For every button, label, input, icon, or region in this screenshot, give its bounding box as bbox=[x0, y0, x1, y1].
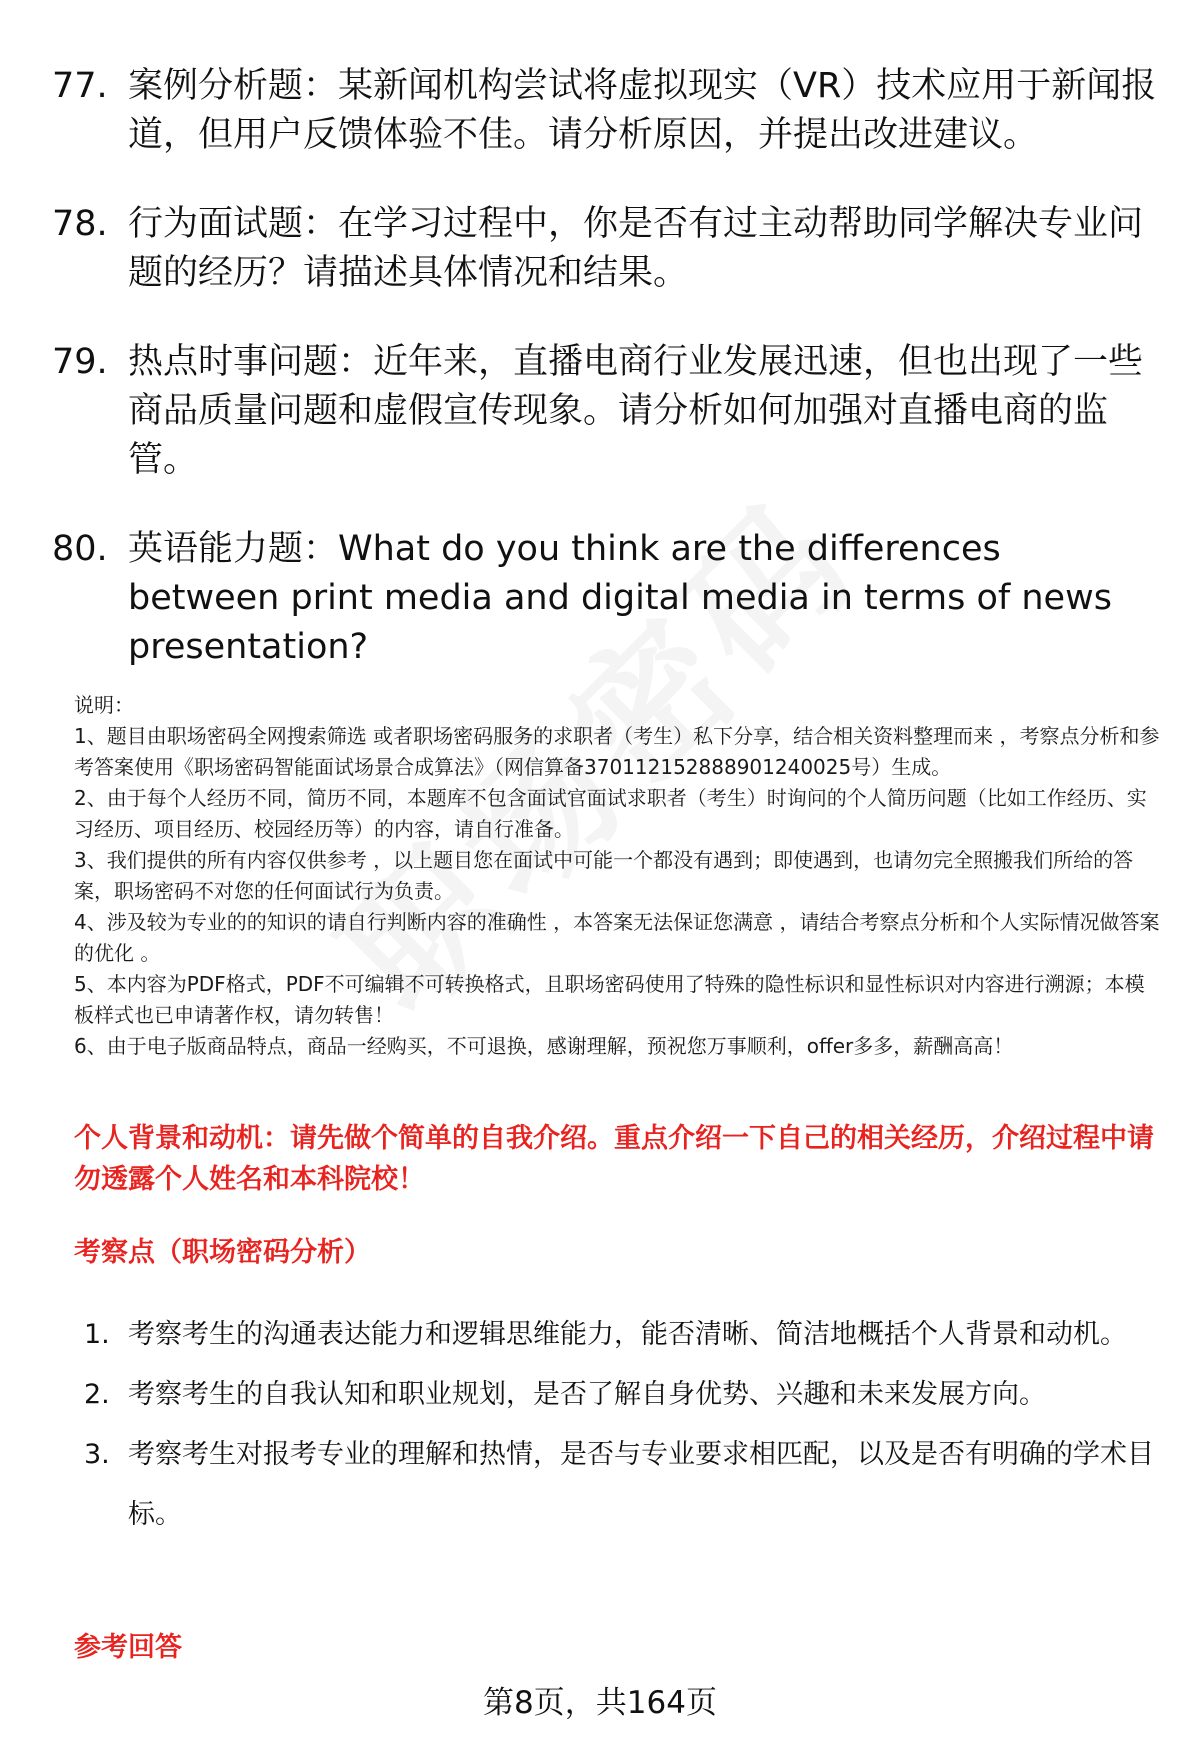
question-number: 80. bbox=[52, 529, 108, 569]
question-list bbox=[52, 62, 1162, 712]
note-item: 1、题目由职场密码全网搜索筛选 或者职场密码服务的求职者（考生）私下分享，结合相关资料整理而来 ，考察点分析和参考答案使用《职场密码智能面试场景合成算法》（网信算备370112152888901240025号）生成。 bbox=[74, 724, 1160, 779]
question-text: 案例分析题：某新闻机构尝试将虚拟现实（VR）技术应用于新闻报道，但用户反馈体验不佳。请分析原因，并提出改进建议。 bbox=[128, 66, 1157, 155]
note-item: 6、由于电子版商品特点，商品一经购买，不可退换，感谢理解，预祝您万事顺利，offer多多，薪酬高高！ bbox=[74, 1034, 1014, 1058]
question-number: 77. bbox=[52, 66, 108, 106]
list-item bbox=[84, 1425, 1154, 1545]
question-item bbox=[52, 200, 1162, 298]
question-item bbox=[52, 338, 1162, 485]
question-number: 79. bbox=[52, 342, 108, 382]
list-item-text: 考察考生的沟通表达能力和逻辑思维能力，能否清晰、简洁地概括个人背景和动机。 bbox=[128, 1319, 1127, 1350]
list-item-text: 考察考生的自我认知和职业规划，是否了解自身优势、兴趣和未来发展方向。 bbox=[128, 1379, 1046, 1410]
note-item: 4、涉及较为专业的的知识的请自行判断内容的准确性 ，本答案无法保证您满意 ，请结合考察点分析和个人实际情况做答案的优化 。 bbox=[74, 910, 1160, 965]
list-item bbox=[84, 1305, 1154, 1365]
note-item: 5、本内容为PDF格式，PDF不可编辑不可转换格式，且职场密码使用了特殊的隐性标识和显性标识对内容进行溯源；本模板样式也已申请著作权，请勿转售！ bbox=[74, 972, 1145, 1027]
list-item-number: 1. bbox=[84, 1319, 110, 1350]
background-question-heading: 个人背景和动机：请先做个简单的自我介绍。重点介绍一下自己的相关经历，介绍过程中请勿透露个人姓名和本科院校！ bbox=[74, 1123, 1154, 1195]
question-text: 英语能力题：What do you think are the differences between print media and digital media in terms of news presentation? bbox=[128, 529, 1112, 667]
notes-title: 说明： bbox=[74, 693, 134, 717]
notes-section bbox=[74, 690, 1164, 1062]
question-text: 行为面试题：在学习过程中，你是否有过主动帮助同学解决专业问题的经历？请描述具体情况和结果。 bbox=[128, 204, 1144, 293]
note-item: 2、由于每个人经历不同，简历不同，本题库不包含面试官面试求职者（考生）时询问的个人简历问题（比如工作经历、实习经历、项目经历、校园经历等）的内容，请自行准备。 bbox=[74, 786, 1147, 841]
question-text: 热点时事问题：近年来，直播电商行业发展迅速，但也出现了一些商品质量问题和虚假宣传现象。请分析如何加强对直播电商的监管。 bbox=[128, 342, 1144, 480]
question-item bbox=[52, 525, 1162, 672]
reference-answer-heading: 参考回答 bbox=[74, 1632, 182, 1663]
list-item bbox=[84, 1365, 1154, 1425]
list-item-number: 2. bbox=[84, 1379, 110, 1410]
page-number-footer: 第8页，共164页 bbox=[483, 1685, 717, 1721]
note-item: 3、我们提供的所有内容仅供参考 ，以上题目您在面试中可能一个都没有遇到；即使遇到，也请勿完全照搬我们所给的答案，职场密码不对您的任何面试行为负责。 bbox=[74, 848, 1134, 903]
question-item bbox=[52, 62, 1162, 160]
focus-points-heading: 考察点（职场密码分析） bbox=[74, 1237, 371, 1268]
focus-points-list bbox=[84, 1305, 1154, 1545]
question-number: 78. bbox=[52, 204, 108, 244]
list-item-text: 考察考生对报考专业的理解和热情，是否与专业要求相匹配，以及是否有明确的学术目标。 bbox=[128, 1439, 1154, 1530]
list-item-number: 3. bbox=[84, 1439, 110, 1470]
